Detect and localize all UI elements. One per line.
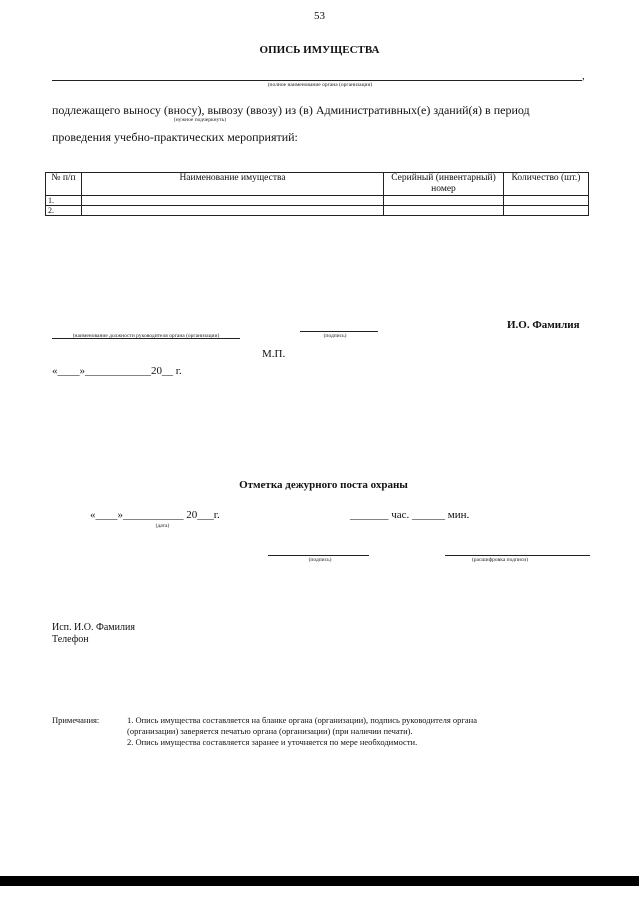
row-qty xyxy=(504,196,589,206)
row-num: 1. xyxy=(46,196,82,206)
signature-date-line: «____»____________20__ г. xyxy=(52,365,182,377)
org-name-line xyxy=(52,80,582,81)
col-header-name: Наименование имущества xyxy=(82,173,384,196)
guard-signature-line xyxy=(268,555,369,556)
notes-label: Примечания: xyxy=(52,715,100,725)
row-name xyxy=(82,206,384,216)
inventory-table xyxy=(45,172,589,216)
org-name-caption: (полное наименование органа (организации) xyxy=(267,82,373,88)
page-number: 53 xyxy=(314,10,325,22)
guard-decoding-caption: (расшифровка подписи) xyxy=(471,557,529,563)
row-num: 2. xyxy=(46,206,82,216)
document-title: ОПИСЬ ИМУЩЕСТВА xyxy=(259,44,380,56)
guard-heading: Отметка дежурного поста охраны xyxy=(239,479,408,491)
guard-time-line: _______ час. ______ мин. xyxy=(350,509,470,521)
scan-bottom-bar xyxy=(0,876,639,886)
stamp-place: М.П. xyxy=(262,348,286,360)
row-name xyxy=(82,196,384,206)
row-serial xyxy=(384,196,504,206)
col-header-serial: Серийный (инвентарный) номер xyxy=(384,173,504,196)
col-header-num: № п/п xyxy=(46,173,82,196)
executor-phone: Телефон xyxy=(52,634,89,645)
table-row xyxy=(46,196,589,206)
col-header-qty: Количество (шт.) xyxy=(504,173,589,196)
executor-name: Исп. И.О. Фамилия xyxy=(52,622,135,633)
guard-signature-caption: (подпись) xyxy=(308,557,332,563)
guard-date-caption: (дата) xyxy=(155,523,170,529)
purpose-line-2: проведения учебно-практических мероприятий: xyxy=(52,130,298,144)
guard-decoding-line xyxy=(445,555,590,556)
purpose-caption: (нужное подчеркнуть) xyxy=(173,117,227,123)
org-line-comma: , xyxy=(582,70,585,82)
note-1-line-2: (организации) заверяется печатью органа (организации) (при наличии печати). xyxy=(127,726,413,736)
signatory-name: И.О. Фамилия xyxy=(507,319,580,331)
row-qty xyxy=(504,206,589,216)
purpose-line-1: подлежащего выносу (вносу), вывозу (ввозу) из (в) Административных(е) зданий(я) в период xyxy=(52,103,530,117)
position-caption: (наименование должности руководителя органа (организации) xyxy=(72,333,220,339)
guard-date-line: «____»___________ 20___г. xyxy=(90,509,220,521)
note-2: 2. Опись имущества составляется заранее и уточняется по мере необходимости. xyxy=(127,737,418,747)
note-1-line-1: 1. Опись имущества составляется на бланке органа (организации), подпись руководителя органа xyxy=(127,715,478,725)
table-row xyxy=(46,206,589,216)
row-serial xyxy=(384,206,504,216)
signature-caption: (подпись) xyxy=(323,333,347,339)
signature-line xyxy=(300,331,378,332)
